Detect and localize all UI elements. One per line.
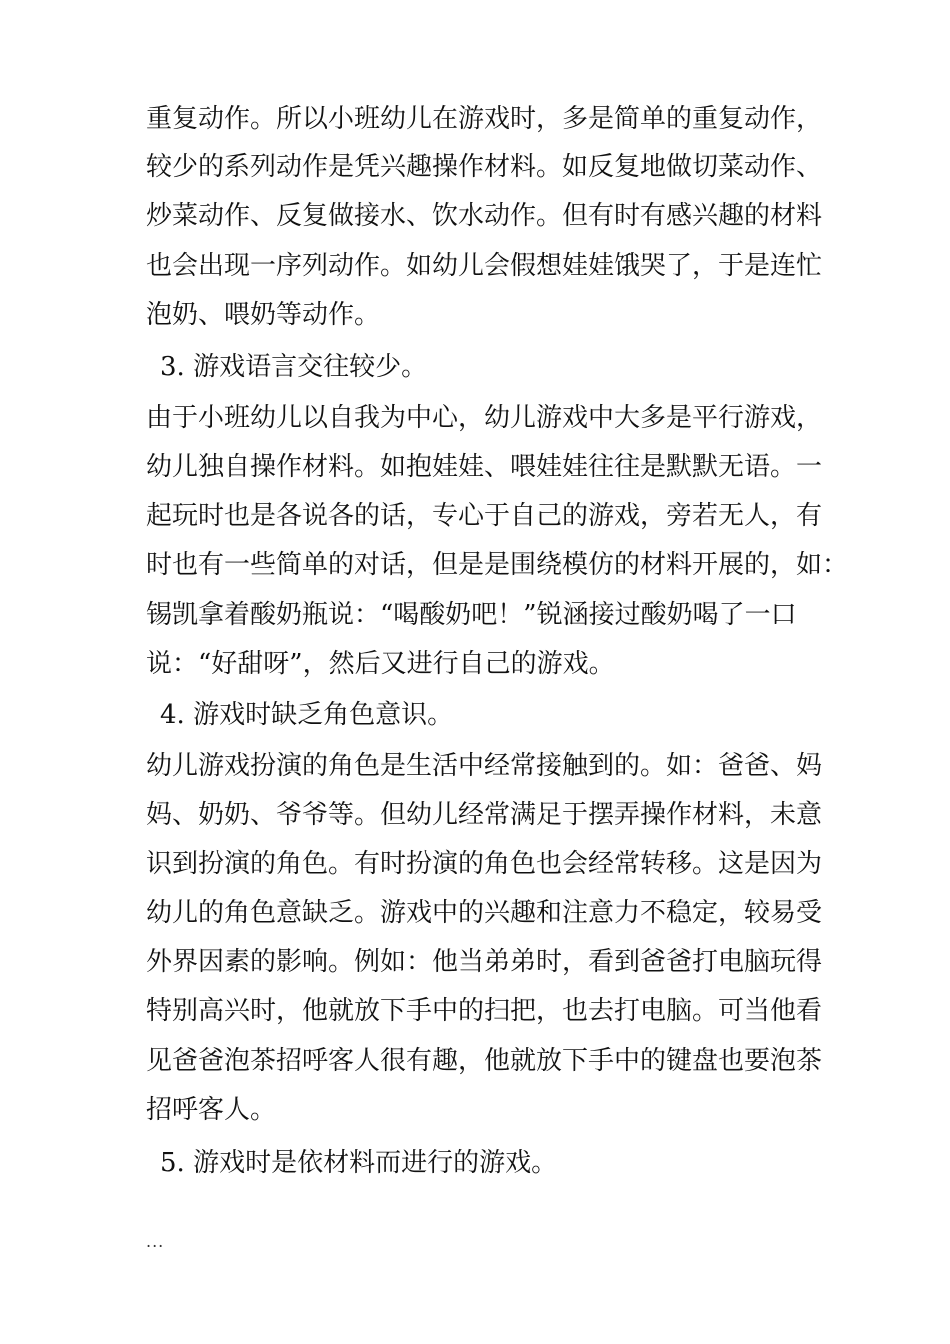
paragraph-line: 幼儿的角色意缺乏。游戏中的兴趣和注意力不稳定，较易受 xyxy=(146,898,823,928)
paragraph-line: 见爸爸泡茶招呼客人很有趣，他就放下手中的键盘也要泡茶 xyxy=(146,1046,823,1076)
paragraph-line: 也会出现一序列动作。如幼儿会假想娃娃饿哭了，于是连忙 xyxy=(146,251,823,281)
paragraph-line: 由于小班幼儿以自我为中心，幼儿游戏中大多是平行游戏， xyxy=(146,403,823,433)
paragraph-line: 妈、奶奶、爷爷等。但幼儿经常满足于摆弄操作材料，未意 xyxy=(146,800,823,830)
paragraph-line: 起玩时也是各说各的话，专心于自己的游戏，旁若无人，有 xyxy=(146,501,823,531)
section-heading: 3. 游戏语言交往较少。 xyxy=(160,352,428,382)
paragraph-line: 炒菜动作、反复做接水、饮水动作。但有时有感兴趣的材料 xyxy=(146,201,823,231)
paragraph-line: 特别高兴时，他就放下手中的扫把，也去打电脑。可当他看 xyxy=(146,996,823,1026)
paragraph-line: 时也有一些简单的对话，但是是围绕模仿的材料开展的，如： xyxy=(146,550,849,580)
paragraph-line: 招呼客人。 xyxy=(146,1095,277,1125)
section-heading: 4. 游戏时缺乏角色意识。 xyxy=(160,700,454,730)
paragraph-line: 识到扮演的角色。有时扮演的角色也会经常转移。这是因为 xyxy=(146,849,823,879)
paragraph-line: 说：“好甜呀”，然后又进行自己的游戏。 xyxy=(146,649,615,679)
paragraph-line: 幼儿游戏扮演的角色是生活中经常接触到的。如：爸爸、妈 xyxy=(146,751,823,781)
continuation-ellipsis: ... xyxy=(146,1232,165,1251)
paragraph-line: 外界因素的影响。例如：他当弟弟时，看到爸爸打电脑玩得 xyxy=(146,947,823,977)
section-heading: 5. 游戏时是依材料而进行的游戏。 xyxy=(160,1148,558,1178)
paragraph-line: 锡凯拿着酸奶瓶说：“喝酸奶吧！”锐涵接过酸奶喝了一口 xyxy=(146,600,797,630)
paragraph-line: 泡奶、喂奶等动作。 xyxy=(146,300,381,330)
paragraph-line: 幼儿独自操作材料。如抱娃娃、喂娃娃往往是默默无语。一 xyxy=(146,452,823,482)
paragraph-line: 重复动作。所以小班幼儿在游戏时，多是简单的重复动作， xyxy=(146,104,823,134)
paragraph-line: 较少的系列动作是凭兴趣操作材料。如反复地做切菜动作、 xyxy=(146,152,823,182)
